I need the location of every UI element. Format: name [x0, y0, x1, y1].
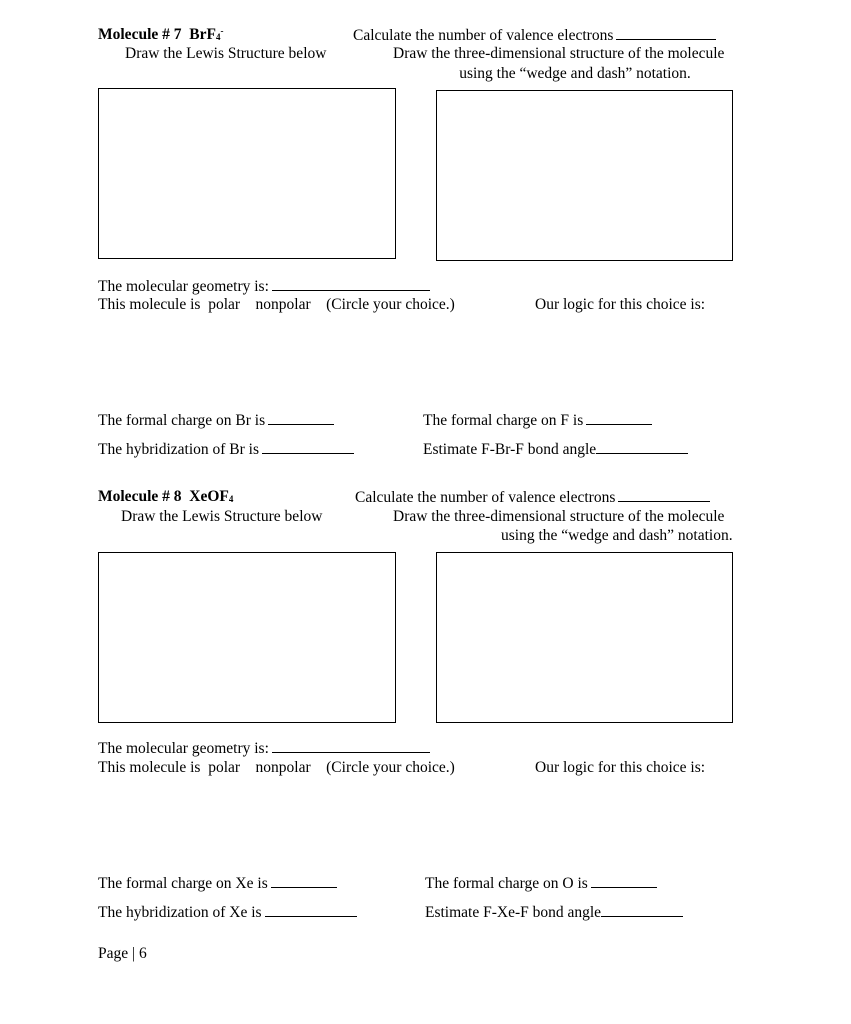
formal-charge-central-blank-7[interactable]: [268, 411, 334, 425]
bond-angle-blank-7[interactable]: [596, 440, 688, 454]
geometry-blank-7[interactable]: [272, 277, 430, 291]
molecule-7-geometry-prompt: The molecular geometry is:: [98, 277, 430, 296]
hybridization-blank-8[interactable]: [265, 903, 357, 917]
molecule-7-formula: BrF: [189, 26, 216, 43]
molecule-8-hybridization: The hybridization of Xe is: [98, 903, 357, 922]
molecule-8-label: Molecule # 8: [98, 488, 182, 505]
hybridization-blank-7[interactable]: [262, 440, 354, 454]
molecule-7-3d-prompt-line2: using the “wedge and dash” notation.: [459, 65, 691, 82]
molecule-8-lewis-prompt: Draw the Lewis Structure below: [121, 508, 323, 525]
bond-angle-blank-8[interactable]: [601, 903, 683, 917]
molecule-7-formal-charge-central: The formal charge on Br is: [98, 411, 334, 430]
molecule-7-formula-charge: -: [220, 26, 224, 36]
page-number: Page | 6: [98, 945, 147, 962]
molecule-8-lewis-box[interactable]: [98, 552, 396, 723]
molecule-7-lewis-prompt: Draw the Lewis Structure below: [125, 45, 327, 62]
molecule-7-hybridization: The hybridization of Br is: [98, 440, 354, 459]
molecule-8-formal-charge-central: The formal charge on Xe is: [98, 874, 337, 893]
molecule-7-3d-box[interactable]: [436, 90, 733, 261]
valence-blank-8[interactable]: [618, 488, 710, 502]
molecule-8-heading: [98, 488, 233, 506]
molecule-7-logic-prompt: Our logic for this choice is:: [535, 296, 706, 313]
molecule-8-bond-angle: Estimate F-Xe-F bond angle: [425, 903, 683, 922]
molecule-7-polarity-prompt: This molecule is polar nonpolar (Circle your choice.): [98, 296, 455, 313]
formal-charge-outer-blank-7[interactable]: [586, 411, 652, 425]
formal-charge-outer-blank-8[interactable]: [591, 874, 657, 888]
geometry-blank-8[interactable]: [272, 739, 430, 753]
molecule-7-heading: [98, 26, 223, 44]
molecule-7-formal-charge-outer: The formal charge on F is: [423, 411, 652, 430]
molecule-8-formula: XeOF: [189, 488, 229, 505]
molecule-8-3d-prompt-line1: Draw the three-dimensional structure of the molecule: [393, 508, 725, 525]
molecule-8-formula-subscript: 4: [228, 494, 234, 504]
formal-charge-central-blank-8[interactable]: [271, 874, 337, 888]
molecule-8-3d-prompt-line2: using the “wedge and dash” notation.: [501, 527, 733, 544]
molecule-8-3d-box[interactable]: [436, 552, 733, 723]
molecule-7-3d-prompt-line1: Draw the three-dimensional structure of the molecule: [393, 45, 725, 62]
molecule-7-label: Molecule # 7: [98, 26, 182, 43]
molecule-8-logic-prompt: Our logic for this choice is:: [535, 759, 706, 776]
molecule-8-geometry-prompt: The molecular geometry is:: [98, 739, 430, 758]
molecule-7-bond-angle: Estimate F-Br-F bond angle: [423, 440, 688, 459]
molecule-8-formal-charge-outer: The formal charge on O is: [425, 874, 657, 893]
molecule-7-lewis-box[interactable]: [98, 88, 396, 259]
molecule-7-valence-prompt: Calculate the number of valence electrons: [353, 26, 716, 45]
molecule-7-formula-subscript: 4: [215, 32, 221, 42]
molecule-8-valence-prompt: Calculate the number of valence electrons: [355, 488, 710, 507]
molecule-8-polarity-prompt: This molecule is polar nonpolar (Circle your choice.): [98, 759, 455, 776]
valence-blank-7[interactable]: [616, 26, 716, 40]
